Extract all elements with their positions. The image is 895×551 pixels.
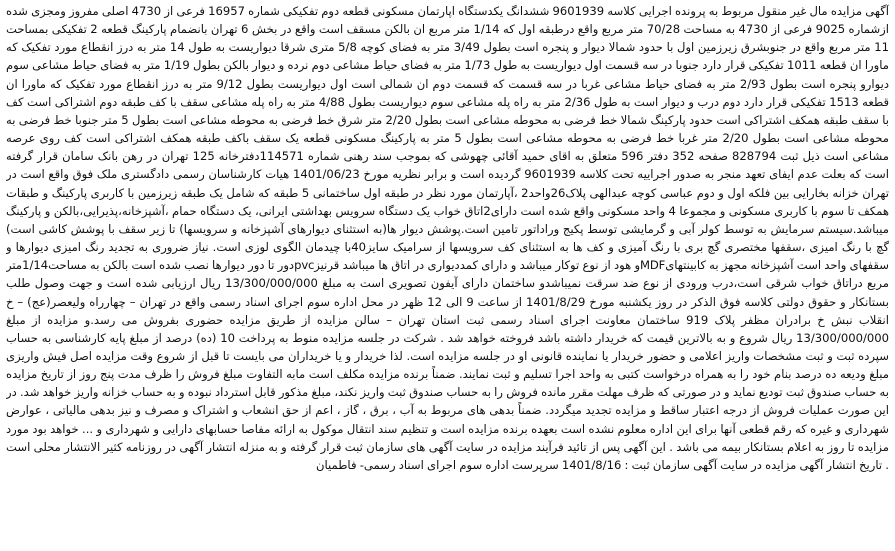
auction-notice-document: [6, 2, 889, 549]
auction-notice-text: آگهی مزایده مال غیر منقول مربوط به پرونده اجرایی کلاسه 9601939 ششدانگ یکدستگاه اپارتمان مسکونی قطعه دوم تفکیکی شماره 16957 فرعی از 4730 اصلی مفروز ومجزی شده ازشماره 9025 فرعی از 4730 به مساحت 70/28 متر مربع واقع درطبقه اول که 1/14 متر مربع ان بالکن مسقف است واقع در بخش 6 تهران بانضمام پارکینگ قطعه 2 تفکیکی بمساحت 11 متر مربع واقع در جنوبشرق زیرزمین اول با حدود شمالا دیوار و پنجره است بطول 3/49 متر به فضای کوچه 5/8 متری شرقا دیواریست به طول 14 متر به درز انقطاع مورد تفکیک که ماورا ان قطعه 1011 تفکیکی قرار دارد جنوبا در سه قسمت اول دیواریست به طول 1/73 متر به فضای حیاط مشاعی دوم نرده و دیوار بالکن بطول 1/19 متر به فضای حیاط مشاعی سوم دیوارو پنجره است بطول 2/93 متر به فضای حیاط مشاعی غربا در سه قسمت که قسمت دوم ان شمالی است اول دیواریست بطول 9/12 متر به درز انقطاع مورد تفکیک که ماورا ان قطعه 1513 تفکیکی قرار دارد دوم درب و دیوار است به طول 2/36 متر به راه پله مشاعی سوم دیواریست بطول 4/88 متر به راه پله مشاعی سقف با کف طبقه دوم اشتراکی است کف با سقف طبقه همکف اشتراکی است حدود پارکینگ شمالا خط فرضی به محوطه مشاعی است بطول 2/20 متر شرق خط فرضی به محوطه مشاعی است بطول 5 متر جنوبا خط فرضی به محوطه مشاعی است بطول 2/20 متر غربا خط فرضی به محوطه مشاعی است بطول 5 متر به پارکینگ مسکونی قطعه یک سقف باکف طبقه همکف اشتراکی است کف روی عرصه مشاعی است ذیل ثبت 828794 صفحه 352 دفتر 596 متعلق به اقای حمید آقائی چهوشی که بموجب سند رهنی شماره 114571دفترخانه 125 تهران در رهن بانک سامان قرار گرفته است که بعلت عدم ایفای تعهد منجر به صدور اجراییه تحت کلاسه 9601939 گردیده است و برابر نظریه مورخ 1401/06/23 هیات کارشناسان رسمی دادگستری ملک فوق واقع است در تهران خزانه بخارایی بین فلکه اول و دوم عباسی کوچه عبدالهی پلاک26واحد2 ،آپارتمان مورد نظر در طبقه اول ساختمانی 5 طبقه که شامل یک طبقه زیرزمین با کاربری پارکینگ و طبقات همکف تا سوم با کاربری مسکونی و مجموعا 4 واحد مسکونی واقع شده است دارای2اتاق خواب یک دستگاه سرویس بهداشتی ایرانی، یک دستگاه حمام ،آشپزخانه،پذیرایی،بالکن و پارکینگ میباشد.سیستم سرمایش به توسط کولر آبی و گرمایشی توسط پکیج وراداتور تامین است.پوشش دیوار ها(به استثنای دیوارهای آشپزخانه و سرویسها) تا زیر سقف با پوشش کاشی است) گچ با رنگ امیزی ،سقفها مختصری گچ بری با رنگ آمیزی و کف ها به استثنای کف سرویسها از سرامیک سایز40با چیدمان الگوی لوزی است. نیاز ضروری به تجدید رنگ امیزی دیوارها و سقفهای واحد است آشپزخانه مجهز به کابینتهایMDFو هود از نوع توکار میباشد و دارای کمددیواری در اتاق ها میباشد قرنیزpvcدور تا دور دیوارها نصب شده است بالکن به مساحت1/14متر مربع دراتاق خواب شرقی است،درب ورودی از نوع ضد سرقت نمیباشدو ساختمان دارای آیفون تصویری است به مبلغ 13/300/000/000 ریال ارزیابی شده است و جهت وصول طلب بستانکار و حقوق دولتی کلاسه فوق الذکر در روز یکشنبه مورخ 1401/8/29 از ساعت 9 الی 12 ظهر در محل اداره سوم اجرای اسناد رسمی واقع در تهران – چهارراه ولیعصر(عج) – خ انقلاب نبش خ برادران مظفر پلاک 919 ساختمان معاونت اجرای اسناد رسمی ثبت استان تهران – سالن مزایده از طریق مزایده حضوری بفروش می رسد.و مزایده از مبلغ 13/300/000/000 ریال شروع و به بالاترین قیمت که خریدار داشته باشد فروخته خواهد شد . شرکت در جلسه مزایده منوط به پرداخت 10 (ده) درصد از مبلغ پایه کارشناسی به حساب سپرده ثبت و ثبت مشخصات واریز اعلامی و حضور خریدار یا نماینده قانونی او در جلسه مزایده است. لذا خریدار و یا خریداران می بایست تا قبل از شروع وقت مزایده اصل فیش واریزی مبلغ ودیعه ده درصد بنام خود را به همراه درخواست کتبی به واحد اجرا تسلیم و ثبت نمایند. ضمناً برنده مزایده مکلف است مابه التفاوت مبلغ فروش را ظرف مدت پنج روز از تاریخ مزایده به حساب صندوق ثبت تودیع نماید و در صورتی که ظرف مهلت مقرر مانده فروش را به حساب صندوق ثبت واریز نکند، مبلغ مذکور قابل استرداد نبوده و به حساب خزانه واریز خواهد شد. در این صورت عملیات فروش از درجه اعتبار ساقط و مزایده تجدید میگردد. ضمناً بدهی های مربوط به آب ، برق ، گاز ، اعم از حق انشعاب و اشتراک و مصرف و نیز بدهی مالیاتی ، عوارض شهرداری و غیره که رقم قطعی آنها برای این اداره معلوم نشده است بعهده برنده مزایده است و تنظیم سند انتقال موکول به ارائه مفاصا حسابهای دارایی و شهرداری و ... خواهد بود مورد مزایده تا روز به اعلام بستانکار بیمه می باشد . این آگهی پس از تائید فرآیند مزایده در سایت آگهی های سازمان ثبت قرار گرفته و به منزله انتشار آگهی در روزنامه کثیر الانتشار محلی است . تاریخ انتشار آگهی مزایده در سایت آگهی سازمان ثبت : 1401/8/16 سرپرست اداره سوم اجرای اسناد رسمی- فاطمیان: [6, 4, 889, 472]
